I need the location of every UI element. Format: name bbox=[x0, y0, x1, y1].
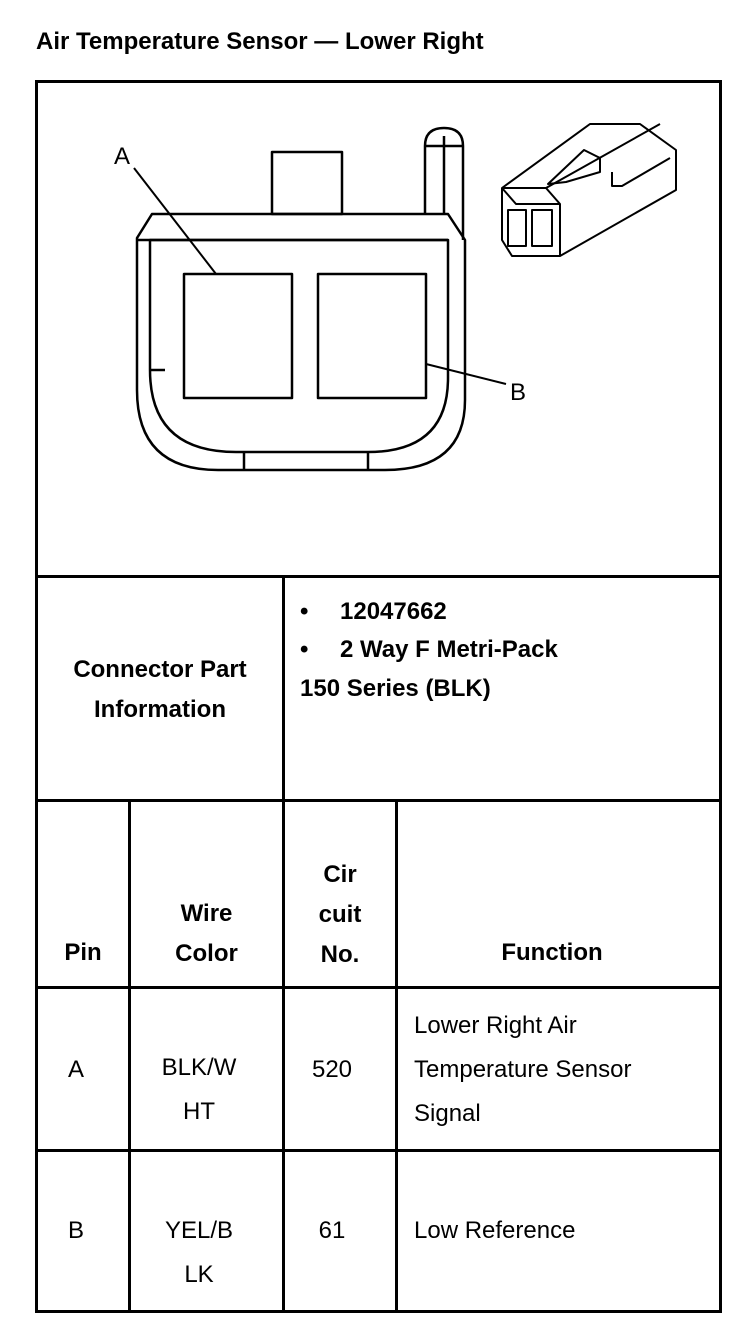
row-a-wire-color-line2: HT bbox=[183, 1098, 215, 1125]
page-title: Air Temperature Sensor — Lower Right bbox=[36, 28, 484, 55]
bullet-dot: • bbox=[300, 636, 309, 663]
connector-series: 150 Series (BLK) bbox=[300, 675, 491, 702]
header-function: Function bbox=[501, 939, 603, 966]
connector-info-header bbox=[38, 650, 282, 730]
row-b-pin: B bbox=[67, 1217, 84, 1244]
table-header-bottom-border bbox=[35, 986, 722, 989]
row-a-bottom-border bbox=[35, 1149, 722, 1152]
header-circuit-line3: No. bbox=[320, 941, 360, 968]
terminal-cavity-b bbox=[318, 274, 426, 398]
callout-label-b: B bbox=[510, 379, 527, 406]
callout-label-a: A bbox=[114, 143, 131, 170]
row-a-function-line1: Lower Right Air bbox=[414, 1012, 577, 1039]
header-pin: Pin bbox=[64, 939, 102, 966]
header-wire-color-line2: Color bbox=[175, 940, 238, 967]
connector-type: 2 Way F Metri-Pack bbox=[340, 636, 558, 663]
row-b-wire-color-line1: YEL/B bbox=[164, 1217, 234, 1244]
part-number: 12047662 bbox=[340, 598, 447, 625]
row-a-function-line3: Signal bbox=[414, 1100, 481, 1127]
connector-face-diagram bbox=[38, 84, 718, 574]
row-b-circuit: 61 bbox=[318, 1217, 346, 1244]
connector-info-bottom-border bbox=[35, 799, 722, 802]
row-a-wire-color bbox=[131, 1046, 267, 1134]
terminal-cavity-a bbox=[184, 274, 292, 398]
row-b-function-line1: Low Reference bbox=[414, 1217, 576, 1244]
frame-right-border bbox=[719, 80, 722, 1313]
row-a-wire-color-line1: BLK/W bbox=[161, 1054, 237, 1081]
row-a-pin: A bbox=[67, 1056, 84, 1083]
row-b-wire-color bbox=[131, 1209, 267, 1297]
connector-info-header-line1: Connector Part bbox=[73, 656, 247, 683]
connector-latch bbox=[272, 152, 342, 214]
header-circuit-number bbox=[285, 855, 395, 975]
row-a-function-line2: Temperature Sensor bbox=[414, 1056, 632, 1083]
bullet-dot: • bbox=[300, 598, 309, 625]
diagram-bottom-border bbox=[35, 575, 722, 578]
row-a-circuit: 520 bbox=[311, 1056, 353, 1083]
function-column-divider bbox=[395, 799, 398, 1313]
header-circuit-line2: cuit bbox=[318, 901, 362, 928]
connector-info-header-line2: Information bbox=[94, 696, 226, 723]
connector-body-inner-outline bbox=[150, 240, 448, 452]
row-a-function bbox=[414, 1004, 714, 1136]
header-circuit-line1: Cir bbox=[323, 861, 357, 888]
connector-body-outline bbox=[137, 214, 465, 470]
header-wire-color bbox=[131, 894, 282, 974]
frame-bottom-border bbox=[35, 1310, 722, 1313]
header-wire-color-line1: Wire bbox=[180, 900, 233, 927]
row-b-wire-color-line2: LK bbox=[184, 1261, 214, 1288]
frame-top-border bbox=[35, 80, 722, 83]
connector-isometric-view bbox=[502, 124, 676, 256]
row-b-function bbox=[414, 1209, 714, 1253]
